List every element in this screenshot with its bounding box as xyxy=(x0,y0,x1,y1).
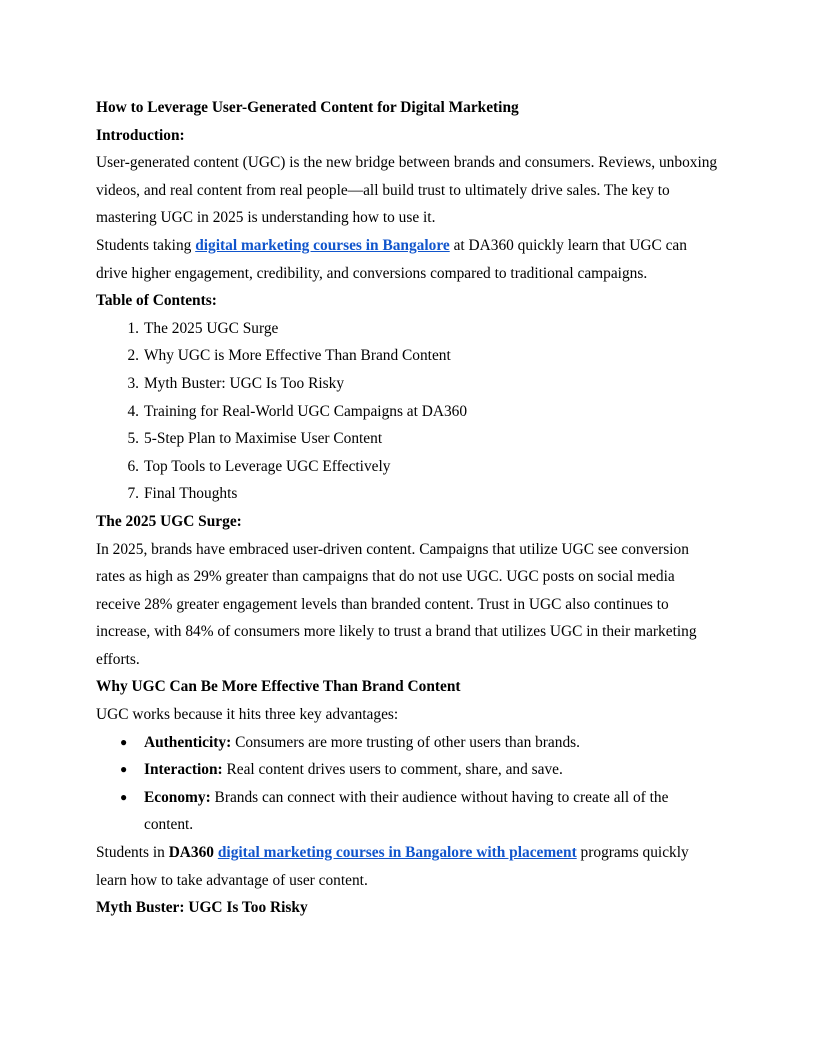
advantage-label: Authenticity: xyxy=(144,733,232,751)
toc-text: Top Tools to Leverage UGC Effectively xyxy=(144,457,391,475)
toc-item xyxy=(127,425,720,453)
toc-text: Training for Real-World UGC Campaigns at DA360 xyxy=(144,402,468,420)
toc-heading: Table of Contents: xyxy=(96,292,217,310)
advantage-text: Real content drives users to comment, share, and save. xyxy=(222,761,563,779)
surge-paragraph: In 2025, brands have embraced user-driven content. Campaigns that utilize UGC see conversion rates as high as 29% greater than campaigns that do not use UGC. UGC posts on social media receive 28% greater engagement levels than branded content. Trust in UGC also continues to increase, with 84% of consumers more likely to trust a brand that utilizes UGC in their marketing efforts. xyxy=(96,540,697,668)
advantage-label: Economy: xyxy=(144,788,211,806)
advantage-text: Brands can connect with their audience without having to create all of the content. xyxy=(144,788,669,834)
toc-text: The 2025 UGC Surge xyxy=(144,319,279,337)
bullet-icon: ● xyxy=(120,789,128,804)
students-text-before: Students taking xyxy=(96,236,196,254)
placement-paragraph xyxy=(96,839,720,894)
toc-item xyxy=(127,398,720,426)
toc-item xyxy=(127,453,720,481)
placement-courses-link[interactable]: digital marketing courses in Bangalore with placement xyxy=(217,844,577,862)
toc-number: 7. xyxy=(127,485,139,503)
toc-item xyxy=(127,480,720,508)
why-intro: UGC works because it hits three key advantages: xyxy=(96,706,399,724)
toc-item xyxy=(127,370,720,398)
students-paragraph xyxy=(96,232,720,287)
toc-number: 2. xyxy=(127,347,139,365)
placement-text-after: programs quickly learn how to take advantage of user content. xyxy=(96,844,689,889)
advantage-item xyxy=(120,756,720,784)
advantage-label: Interaction: xyxy=(144,761,223,779)
advantage-item xyxy=(120,729,720,757)
document-title: How to Leverage User-Generated Content for Digital Marketing xyxy=(96,99,519,116)
toc-number: 5. xyxy=(127,430,139,448)
why-heading: Why UGC Can Be More Effective Than Brand Content xyxy=(96,678,461,696)
toc-text: Why UGC is More Effective Than Brand Content xyxy=(144,347,451,365)
intro-heading: Introduction: xyxy=(96,126,185,144)
toc-number: 4. xyxy=(127,402,139,420)
toc-text: Final Thoughts xyxy=(144,485,238,503)
advantage-text: Consumers are more trusting of other users than brands. xyxy=(231,733,580,751)
bullet-icon: ● xyxy=(120,762,128,777)
toc-number: 6. xyxy=(127,457,139,475)
students-text-after: at DA360 quickly learn that UGC can drive higher engagement, credibility, and conversions compared to traditional campaigns. xyxy=(96,236,687,282)
toc-item xyxy=(127,342,720,370)
intro-paragraph: User-generated content (UGC) is the new bridge between brands and consumers. Reviews, unboxing videos, and real content from real people—all build trust to ultimately drive sales. The key to mastering UGC in 2025 is understanding how to use it. xyxy=(96,154,718,227)
placement-text-before: Students in xyxy=(96,844,169,862)
toc-item xyxy=(127,315,720,343)
toc-number: 3. xyxy=(127,374,139,392)
advantage-item xyxy=(120,784,720,839)
myth-heading: Myth Buster: UGC Is Too Risky xyxy=(96,899,308,917)
toc-number: 1. xyxy=(127,319,139,337)
digital-marketing-courses-link[interactable]: digital marketing courses in Bangalore xyxy=(195,236,450,254)
toc-text: Myth Buster: UGC Is Too Risky xyxy=(144,374,345,392)
bullet-icon: ● xyxy=(120,734,128,749)
surge-heading: The 2025 UGC Surge: xyxy=(96,512,242,530)
advantages-list xyxy=(96,729,720,839)
placement-brand: DA360 xyxy=(168,844,215,862)
toc-text: 5-Step Plan to Maximise User Content xyxy=(144,430,383,448)
table-of-contents xyxy=(96,315,720,508)
